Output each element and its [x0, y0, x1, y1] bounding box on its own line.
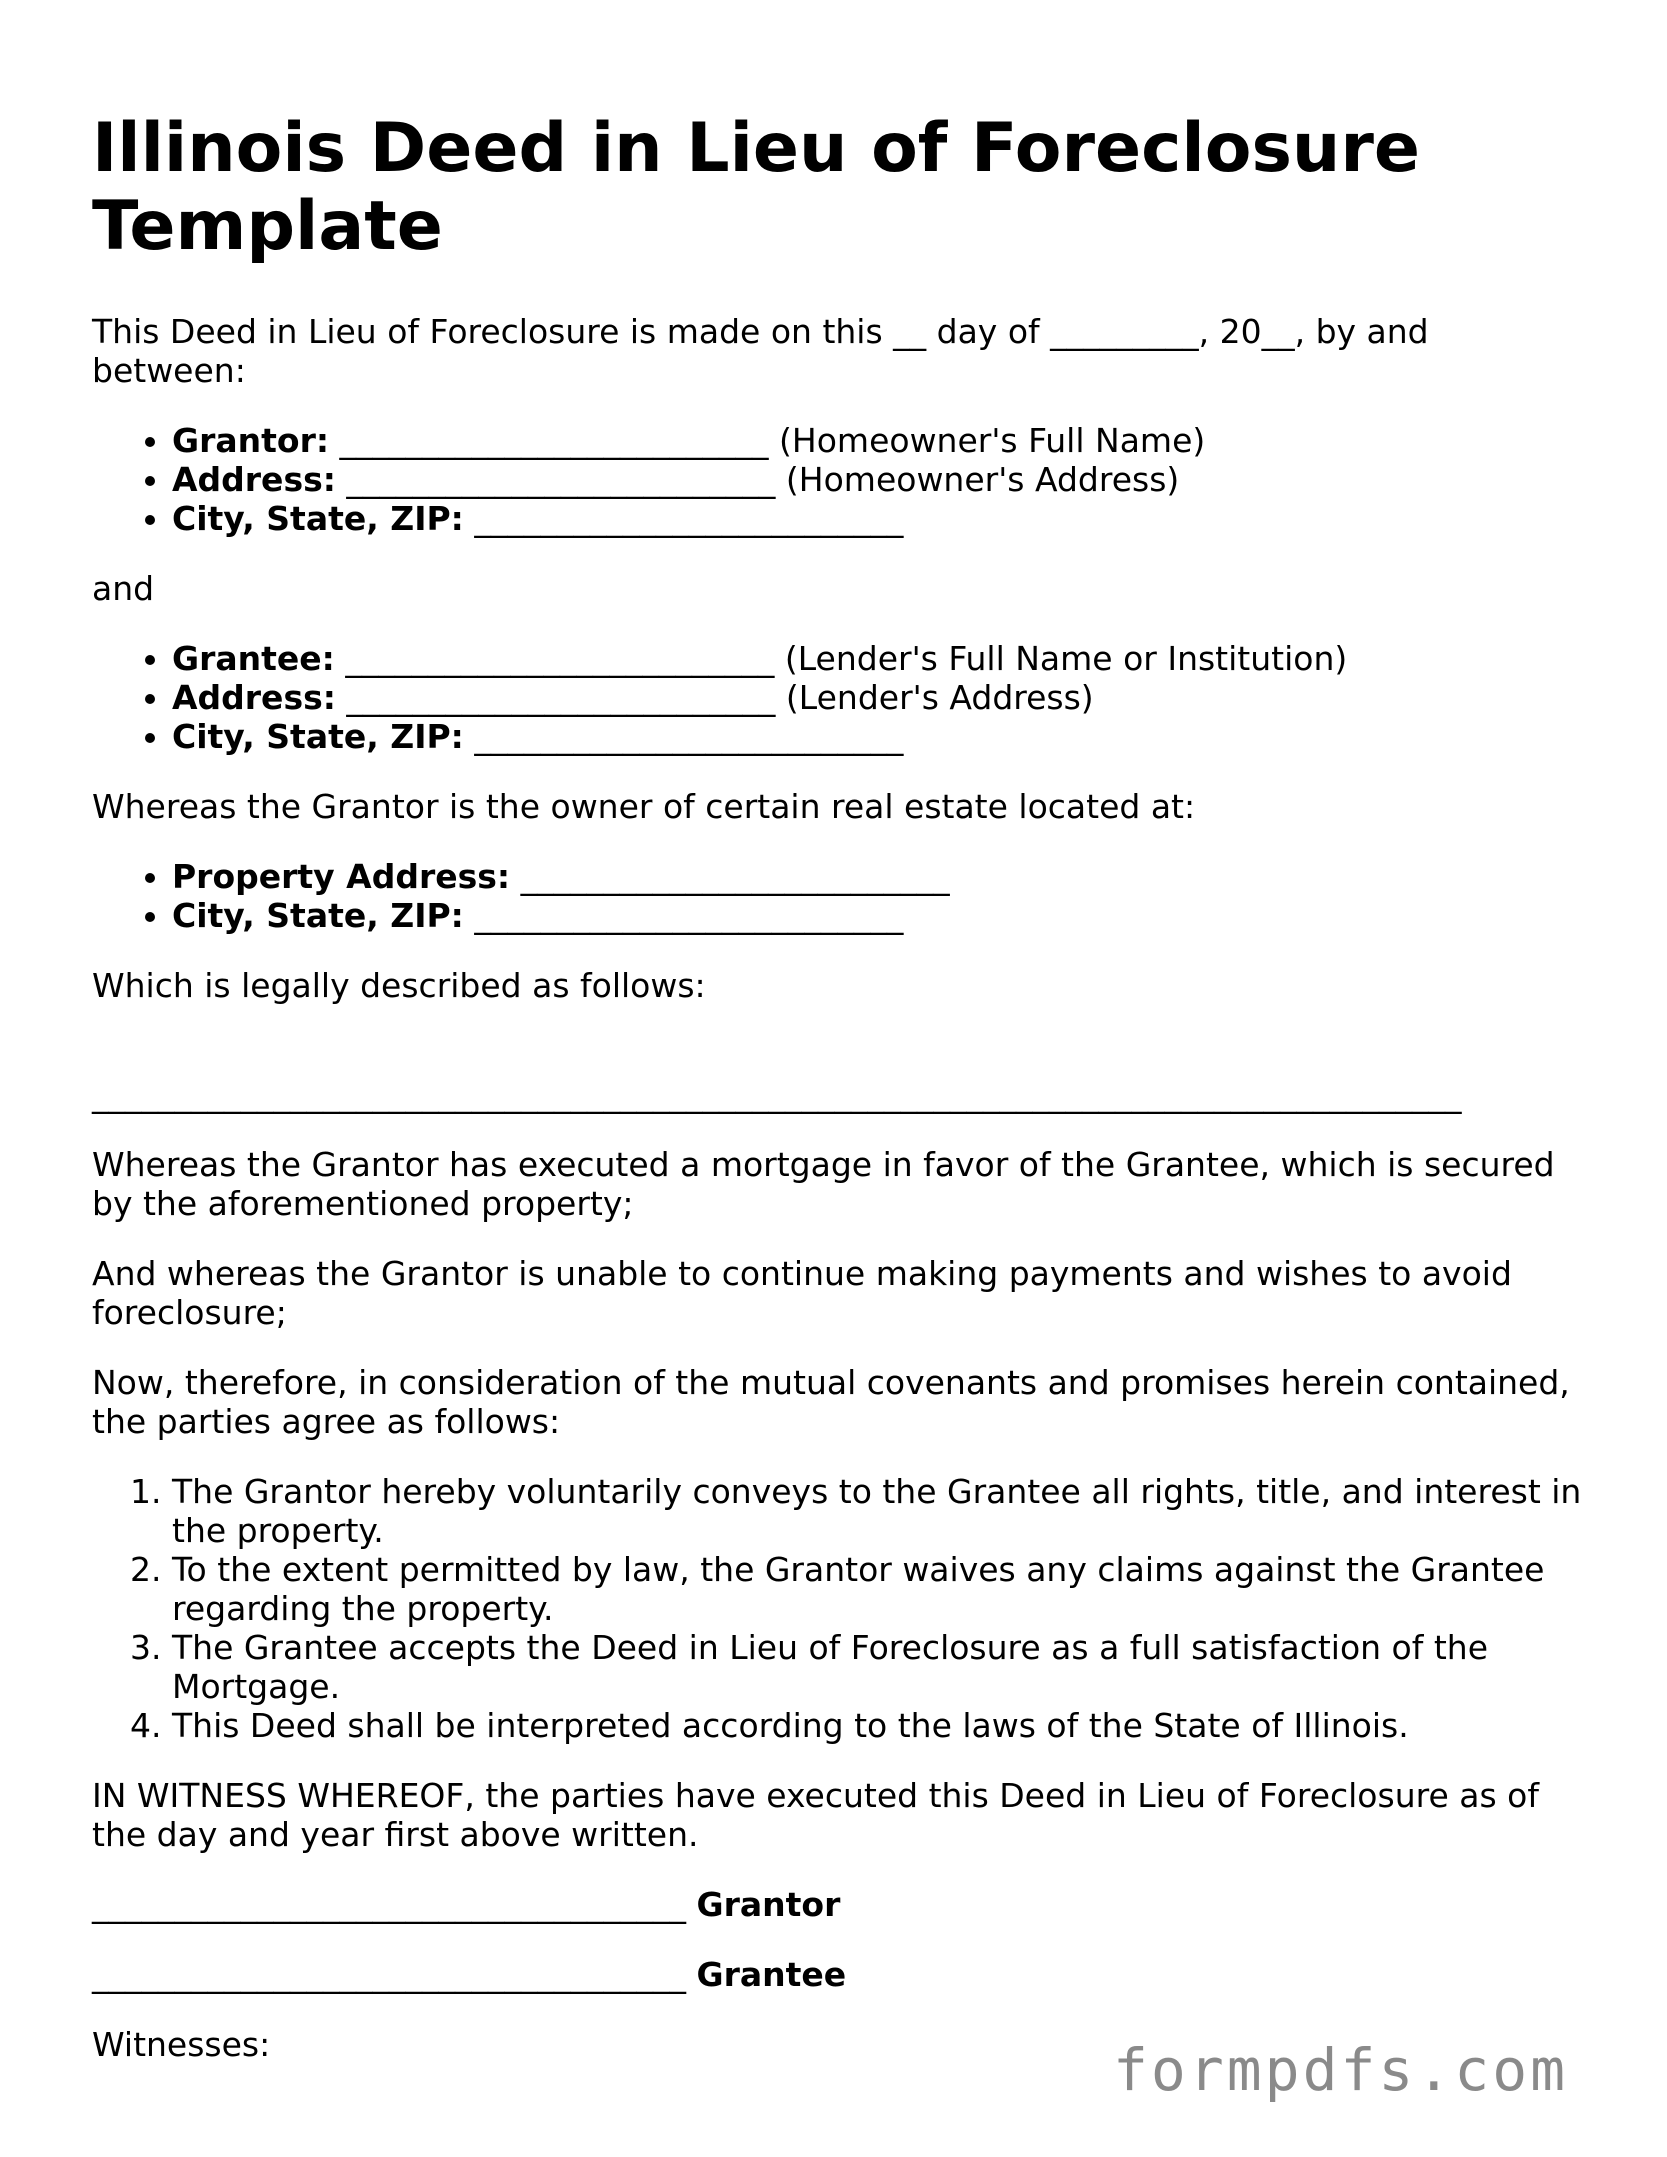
signature-role: Grantee [696, 1955, 847, 1994]
field-label: Address: [172, 678, 336, 717]
field-note: (Homeowner's Full Name) [779, 421, 1206, 460]
list-item: 2. To the extent permitted by law, the Grantor waives any claims against the Grantee regarding the property. [172, 1550, 1642, 1628]
document-page [92, 110, 1592, 2095]
list-item [172, 460, 1592, 499]
list-item [172, 421, 1592, 460]
field-note: (Lender's Full Name or Institution) [784, 639, 1348, 678]
grantor-list [92, 421, 1592, 538]
field-label: City, State, ZIP: [172, 499, 464, 538]
field-label: City, State, ZIP: [172, 896, 464, 935]
list-item [172, 857, 1592, 896]
list-item: 4. This Deed shall be interpreted according to the laws of the State of Illinois. [172, 1706, 1642, 1745]
fill-blank: __________________________ [346, 460, 776, 499]
list-item [172, 717, 1592, 756]
signature-blank: ____________________________________ [92, 1955, 686, 1994]
field-note: (Lender's Address) [785, 678, 1094, 717]
watermark: formpdfs.com [1113, 2036, 1569, 2104]
field-label: Address: [172, 460, 336, 499]
fill-blank: __________________________ [520, 857, 950, 896]
list-item [172, 639, 1592, 678]
field-label: Property Address: [172, 857, 511, 896]
grantee-signature-line [92, 1955, 1592, 1994]
whereas-owner-paragraph: Whereas the Grantor is the owner of certain real estate located at: [92, 787, 1196, 826]
list-item: 1. The Grantor hereby voluntarily conveys to the Grantee all rights, title, and interest in the property. [172, 1472, 1642, 1550]
fill-blank: __________________________ [474, 499, 904, 538]
and-text: and [92, 569, 155, 608]
field-label: Grantee: [172, 639, 335, 678]
intro-paragraph: This Deed in Lieu of Foreclosure is made on this __ day of _________, 20__, by and between: [92, 312, 1429, 390]
terms-list [92, 1472, 1642, 1745]
fill-blank: __________________________ [339, 421, 769, 460]
whereas-unable-paragraph: And whereas the Grantor is unable to continue making payments and wishes to avoid foreclosure; [92, 1254, 1512, 1332]
field-note: (Homeowner's Address) [785, 460, 1180, 499]
signature-role: Grantor [696, 1885, 841, 1924]
field-label: City, State, ZIP: [172, 717, 464, 756]
fill-blank: __________________________ [345, 639, 775, 678]
in-witness-paragraph: IN WITNESS WHEREOF, the parties have executed this Deed in Lieu of Foreclosure as of the day and year first above written. [92, 1776, 1539, 1854]
grantor-signature-line [92, 1885, 1592, 1924]
list-item [172, 499, 1592, 538]
now-therefore-paragraph: Now, therefore, in consideration of the mutual covenants and promises herein contained, the parties agree as follows: [92, 1363, 1570, 1441]
field-label: Grantor: [172, 421, 330, 460]
whereas-mortgage-paragraph: Whereas the Grantor has executed a mortgage in favor of the Grantee, which is secured by the aforementioned property; [92, 1145, 1555, 1223]
legal-description-intro: Which is legally described as follows: [92, 966, 706, 1005]
signature-blank: ____________________________________ [92, 1885, 686, 1924]
witnesses-label: Witnesses: [92, 2025, 271, 2064]
list-item: 3. The Grantee accepts the Deed in Lieu of Foreclosure as a full satisfaction of the Mortgage. [172, 1628, 1642, 1706]
document-title: Illinois Deed in Lieu of Foreclosure Template [92, 109, 1420, 266]
fill-blank: __________________________ [474, 717, 904, 756]
legal-description-line: ___________________________________________________________________________________ [92, 1075, 1462, 1114]
list-item [172, 678, 1592, 717]
property-list [92, 857, 1592, 935]
list-item [172, 896, 1592, 935]
fill-blank: __________________________ [474, 896, 904, 935]
grantee-list [92, 639, 1592, 756]
fill-blank: __________________________ [346, 678, 776, 717]
